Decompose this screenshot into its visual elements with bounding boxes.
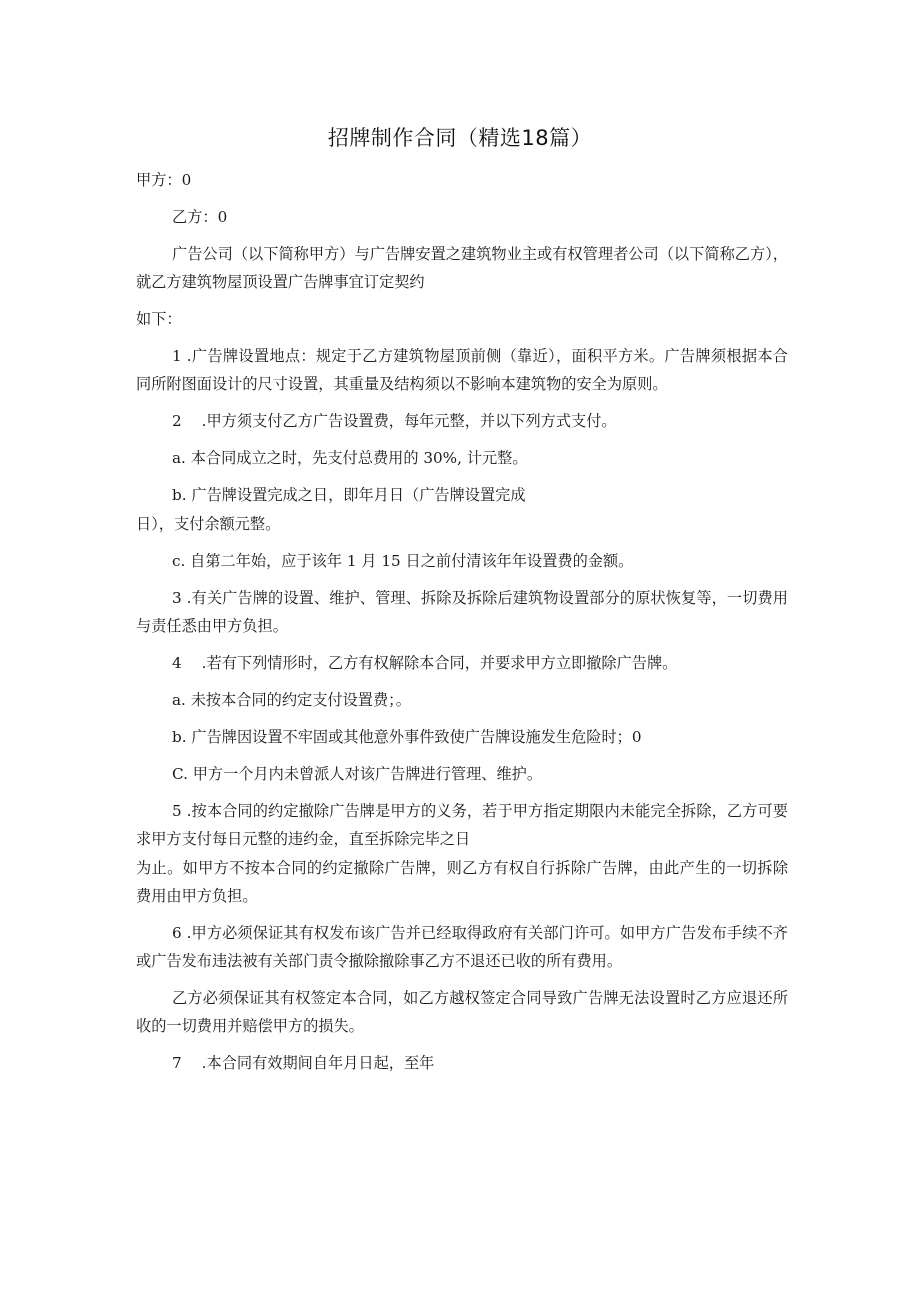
- document-body: [136, 166, 788, 1086]
- clause-2-item-c: c. 自第二年始，应于该年 1 月 15 日之前付清该年年设置费的金额。: [172, 552, 634, 570]
- clause-6: 6 .甲方必须保证其有权发布该广告并已经取得政府有关部门许可。如甲方广告发布手续不齐或广告发布违法被有关部门责令撤除撤除事乙方不退还已收的所有费用。: [136, 924, 788, 970]
- clause-7: 7 .本合同有效期间自年月日起，至年: [172, 1054, 435, 1072]
- clause-5-continuation: 为止。如甲方不按本合同的约定撤除广告牌，则乙方有权自行拆除广告牌，由此产生的一切拆除费用由甲方负担。: [136, 859, 788, 905]
- clause-2: 2 .甲方须支付乙方广告设置费，每年元整，并以下列方式支付。: [172, 412, 617, 430]
- clause-2-item-b: b. 广告牌设置完成之日，即年月日（广告牌设置完成: [172, 486, 526, 504]
- party-a-line: 甲方：0: [136, 171, 192, 189]
- clause-4: 4 .若有下列情形时，乙方有权解除本合同，并要求甲方立即撤除广告牌。: [172, 654, 678, 672]
- clause-5: 5 .按本合同的约定撤除广告牌是甲方的义务，若于甲方指定期限内未能完全拆除，乙方可要求甲方支付每日元整的违约金，直至拆除完毕之日: [136, 802, 788, 848]
- clause-3: 3 .有关广告牌的设置、维护、管理、拆除及拆除后建筑物设置部分的原状恢复等，一切费用与责任悉由甲方负担。: [136, 589, 788, 635]
- preamble-continuation: 如下：: [136, 310, 182, 328]
- document-title: 招牌制作合同（精选18篇）: [327, 126, 593, 150]
- clause-1: 1 .广告牌设置地点：规定于乙方建筑物屋顶前侧（靠近），面积平方米。广告牌须根据本合同所附图面设计的尺寸设置，其重量及结构须以不影响本建筑物的安全为原则。: [136, 347, 788, 393]
- clause-6-party-b: 乙方必须保证其有权签定本合同，如乙方越权签定合同导致广告牌无法设置时乙方应退还所收的一切费用并赔偿甲方的损失。: [136, 989, 788, 1035]
- clause-2-item-b-continuation: 日），支付余额元整。: [136, 515, 281, 533]
- clause-4-item-a: a. 未按本合同的约定支付设置费；。: [172, 691, 411, 709]
- preamble-paragraph: 广告公司（以下简称甲方）与广告牌安置之建筑物业主或有权管理者公司（以下简称乙方），就乙方建筑物屋顶设置广告牌事宜订定契约: [136, 245, 788, 291]
- clause-4-item-b: b. 广告牌因设置不牢固或其他意外事件致使广告牌设施发生危险时；0: [172, 728, 642, 746]
- clause-2-item-a: a. 本合同成立之时，先支付总费用的 30%, 计元整。: [172, 449, 528, 467]
- party-b-line: 乙方：0: [172, 208, 228, 226]
- clause-4-item-c: C. 甲方一个月内未曾派人对该广告牌进行管理、维护。: [172, 765, 543, 783]
